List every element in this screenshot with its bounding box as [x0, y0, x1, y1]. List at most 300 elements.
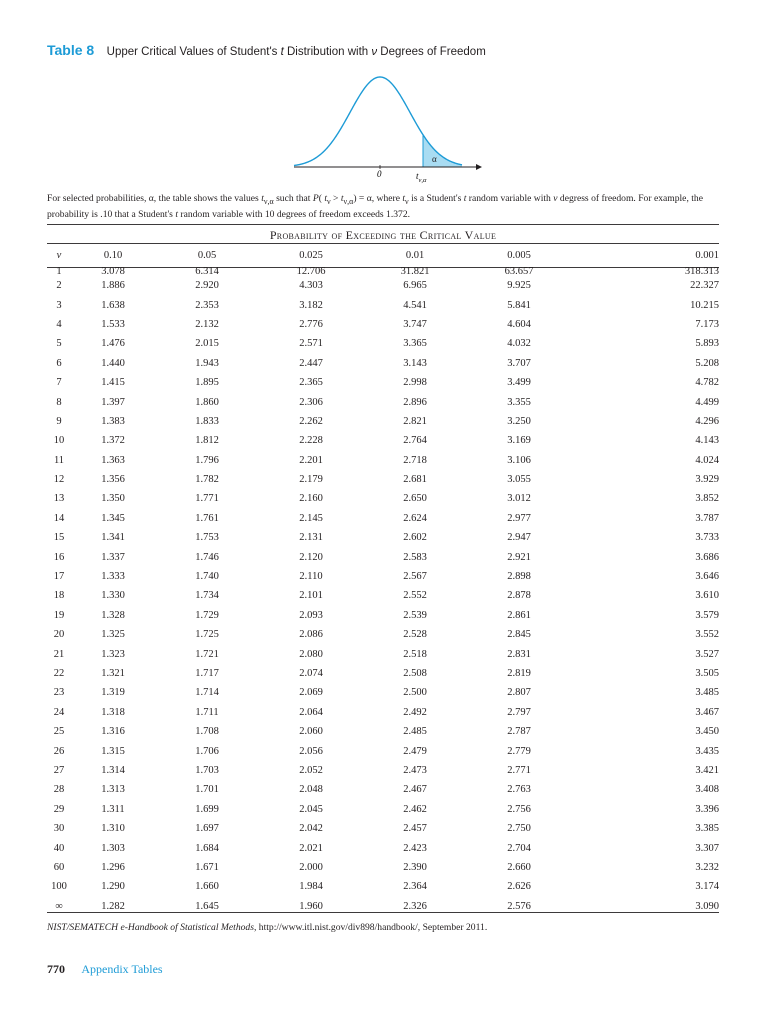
value-cell: 1.699	[195, 803, 219, 815]
table-row	[47, 819, 719, 838]
value-cell: 1.714	[195, 687, 219, 699]
column-header: 0.005	[507, 250, 531, 261]
value-cell: 2.583	[403, 551, 427, 563]
value-cell: 1.323	[101, 648, 125, 660]
value-cell: 1.330	[101, 590, 125, 602]
table-row	[47, 509, 719, 528]
value-cell: 2.508	[403, 668, 427, 679]
value-cell: 2.492	[403, 706, 427, 718]
value-cell: 2.042	[299, 823, 323, 835]
value-cell: 1.363	[101, 454, 125, 466]
intro-t-1: t	[261, 193, 264, 204]
value-cell: 2.086	[299, 629, 323, 641]
intro-t-4: t	[402, 193, 406, 204]
value-cell: 2.779	[507, 745, 531, 757]
value-cell: 1.706	[195, 745, 219, 757]
value-cell: 1.397	[101, 396, 125, 408]
value-cell: 1.671	[195, 861, 219, 873]
df-cell: 11	[53, 454, 65, 466]
value-cell: 1.440	[101, 357, 125, 369]
value-cell: 2.626	[507, 881, 531, 893]
value-cell: 9.925	[507, 280, 531, 292]
df-cell: 9	[56, 415, 62, 427]
table-row	[47, 683, 719, 702]
df-cell: 18	[53, 590, 65, 602]
value-cell: 2.120	[299, 551, 323, 563]
df-cell: 2	[56, 280, 62, 292]
value-cell: 1.311	[101, 803, 125, 815]
intro-text-8: degress of freedom. For example, the probability is .10 that a Student's	[47, 193, 703, 220]
value-cell: 2.845	[507, 629, 531, 641]
table-row	[47, 644, 719, 663]
table-row	[47, 625, 719, 644]
intro-text-7: random variable with	[466, 193, 554, 204]
table-row	[47, 267, 719, 276]
table-row	[47, 470, 719, 489]
value-cell: 2.064	[299, 706, 323, 718]
value-cell: 2.650	[403, 493, 427, 505]
value-cell: 2.861	[507, 609, 531, 621]
value-cell: 1.721	[195, 648, 219, 660]
table-row	[47, 780, 719, 799]
intro-text-4: >	[330, 193, 341, 204]
value-cell: 2.473	[403, 764, 427, 776]
value-cell: 4.296	[695, 415, 719, 427]
critical-value-symbol: t	[416, 171, 419, 181]
value-cell: 2.390	[403, 861, 427, 873]
value-cell: 3.552	[695, 629, 719, 641]
df-cell: 17	[53, 571, 65, 583]
value-cell: 2.921	[507, 551, 531, 563]
value-cell: 2.552	[403, 590, 427, 602]
value-cell: 1.345	[101, 512, 125, 524]
table-row	[47, 431, 719, 450]
df-cell: 6	[56, 357, 62, 369]
table-row	[47, 606, 719, 625]
value-cell: 1.697	[195, 823, 219, 835]
value-cell: 2.624	[403, 512, 427, 524]
value-cell: 2.069	[299, 687, 323, 699]
value-cell: 3.143	[403, 357, 427, 369]
tail-area-shade	[423, 135, 462, 167]
value-cell: 2.462	[403, 803, 427, 815]
table-row	[47, 741, 719, 760]
value-cell: 1.316	[101, 726, 125, 738]
table-row	[47, 838, 719, 857]
df-cell: 27	[53, 764, 65, 776]
intro-t-6: t	[175, 208, 178, 220]
df-cell: 23	[53, 687, 65, 699]
value-cell: 1.318	[101, 706, 125, 718]
value-cell: 2.306	[299, 396, 323, 408]
value-cell: 1.886	[101, 280, 125, 292]
value-cell: 10.215	[690, 299, 719, 311]
value-cell: 3.686	[695, 551, 719, 563]
df-cell: ∞	[55, 900, 63, 912]
table-row	[47, 858, 719, 877]
intro-t-5: t	[463, 193, 467, 204]
value-cell: 3.307	[695, 842, 719, 854]
value-cell: 2.797	[507, 706, 531, 718]
x-axis-arrowhead	[476, 164, 482, 170]
value-cell: 2.602	[403, 532, 427, 544]
value-cell: 1.372	[101, 435, 125, 447]
value-cell: 3.527	[695, 648, 719, 660]
value-cell: 1.833	[195, 415, 219, 427]
value-cell: 1.333	[101, 571, 125, 583]
value-cell: 1.314	[101, 764, 125, 776]
value-cell: 2.660	[507, 861, 531, 873]
value-cell: 3.408	[695, 784, 719, 796]
df-cell: 29	[53, 803, 65, 815]
value-cell: 2.479	[403, 745, 427, 757]
value-cell: 2.567	[403, 571, 427, 583]
alpha-label: α	[432, 154, 437, 164]
value-cell: 2.771	[507, 764, 531, 776]
intro-text-9: random variable with 10 degrees of freedom exceeds 1.372.	[177, 208, 411, 220]
value-cell: 1.319	[101, 687, 125, 699]
title-text-3: Degrees of Freedom	[377, 46, 486, 58]
value-cell: 3.078	[101, 266, 125, 277]
value-cell: 2.228	[299, 435, 323, 447]
page-footer	[47, 962, 163, 977]
intro-sub-1: ν,α	[263, 196, 274, 206]
value-cell: 2.787	[507, 726, 531, 738]
value-cell: 2.467	[403, 784, 427, 796]
value-cell: 2.423	[403, 842, 427, 854]
critical-value-label	[416, 171, 427, 184]
value-cell: 2.756	[507, 803, 531, 815]
table-row	[47, 489, 719, 508]
value-cell: 1.645	[195, 900, 219, 912]
table-top-rule	[47, 224, 719, 225]
value-cell: 1.761	[195, 512, 219, 524]
table-row	[47, 451, 719, 470]
df-cell: 22	[53, 668, 65, 679]
table-row	[47, 315, 719, 334]
value-cell: 1.771	[195, 493, 219, 505]
table-row	[47, 392, 719, 411]
column-header: 0.10	[103, 250, 123, 261]
table-row	[47, 722, 719, 741]
value-cell: 2.021	[299, 842, 323, 854]
value-cell: 2.977	[507, 512, 531, 524]
t-distribution-figure	[290, 72, 490, 190]
value-cell: 2.365	[299, 377, 323, 389]
value-cell: 3.505	[695, 668, 719, 679]
value-cell: 2.750	[507, 823, 531, 835]
value-cell: 2.132	[195, 318, 219, 330]
intro-text-1: For selected probabilities, α, the table shows the values	[47, 193, 262, 204]
value-cell: 3.467	[695, 706, 719, 718]
value-cell: 2.764	[403, 435, 427, 447]
table-row	[47, 567, 719, 586]
value-cell: 1.717	[195, 668, 219, 679]
value-cell: 2.500	[403, 687, 427, 699]
value-cell: 1.315	[101, 745, 125, 757]
value-cell: 4.303	[299, 280, 323, 292]
value-cell: 5.893	[695, 338, 719, 350]
value-cell: 2.093	[299, 609, 323, 621]
value-cell: 2.110	[299, 571, 323, 583]
intro-t-2: t	[324, 193, 327, 204]
value-cell: 3.250	[507, 415, 531, 427]
value-cell: 2.718	[403, 454, 427, 466]
df-cell: 12	[53, 474, 65, 486]
value-cell: 1.753	[195, 532, 219, 544]
value-cell: 3.174	[695, 881, 719, 893]
table-description	[107, 46, 486, 58]
df-cell: 16	[53, 551, 65, 563]
intro-text-3: (	[318, 193, 325, 204]
value-cell: 1.684	[195, 842, 219, 854]
intro-sub-2: ν	[326, 196, 331, 206]
value-cell: 2.898	[507, 571, 531, 583]
value-cell: 1.960	[299, 900, 323, 912]
value-cell: 1.321	[101, 668, 125, 679]
value-cell: 3.485	[695, 687, 719, 699]
value-cell: 2.821	[403, 415, 427, 427]
value-cell: 1.725	[195, 629, 219, 641]
df-cell: 15	[53, 532, 65, 544]
df-cell: 19	[53, 609, 65, 621]
page-number: 770	[47, 962, 65, 976]
value-cell: 318.313	[684, 266, 719, 277]
column-header: 0.05	[197, 250, 217, 261]
value-cell: 3.355	[507, 396, 531, 408]
value-cell: 1.328	[101, 609, 125, 621]
value-cell: 3.365	[403, 338, 427, 350]
source-title: NIST/SEMATECH e-Handbook of Statistical Methods	[47, 922, 254, 933]
table-row	[47, 586, 719, 605]
df-cell: 28	[53, 784, 65, 796]
value-cell: 2.807	[507, 687, 531, 699]
value-cell: 2.080	[299, 648, 323, 660]
df-cell: 40	[53, 842, 65, 854]
value-cell: 3.747	[403, 318, 427, 330]
value-cell: 3.707	[507, 357, 531, 369]
value-cell: 2.776	[299, 318, 323, 330]
table-row	[47, 276, 719, 295]
df-cell: 30	[53, 823, 65, 835]
value-cell: 31.821	[400, 266, 430, 277]
df-cell: 8	[56, 396, 62, 408]
table-row	[47, 354, 719, 373]
value-cell: 5.841	[507, 299, 531, 311]
title-nu: ν	[371, 46, 378, 58]
table-row	[47, 547, 719, 566]
column-spanner-heading: Probability of Exceeding the Critical Value	[269, 228, 497, 242]
df-cell: 25	[53, 726, 65, 738]
value-cell: 1.701	[195, 784, 219, 796]
density-curve	[294, 77, 462, 166]
spanner-rule	[47, 243, 719, 244]
table-header	[47, 250, 719, 267]
table-row	[47, 800, 719, 819]
table-row	[47, 528, 719, 547]
value-cell: 2.704	[507, 842, 531, 854]
intro-t-3: t	[340, 193, 344, 204]
value-cell: 1.415	[101, 377, 125, 389]
df-cell: 5	[56, 338, 62, 350]
page-title	[47, 42, 486, 60]
value-cell: 1.476	[101, 338, 125, 350]
value-cell: 2.528	[403, 629, 427, 641]
value-cell: 1.533	[101, 318, 125, 330]
value-cell: 2.539	[403, 609, 427, 621]
value-cell: 3.055	[507, 474, 531, 486]
value-cell: 1.313	[101, 784, 125, 796]
value-cell: 1.895	[195, 377, 219, 389]
value-cell: 2.045	[299, 803, 323, 815]
value-cell: 3.106	[507, 454, 531, 466]
value-cell: 1.296	[101, 861, 125, 873]
value-cell: 2.819	[507, 668, 531, 679]
value-cell: 1.740	[195, 571, 219, 583]
table-bottom-rule	[47, 912, 719, 913]
intro-text-2: such that	[273, 193, 313, 204]
value-cell: 1.782	[195, 474, 219, 486]
df-cell: 100	[51, 881, 67, 893]
value-cell: 1.356	[101, 474, 125, 486]
value-cell: 1.303	[101, 842, 125, 854]
table-row	[47, 664, 719, 683]
value-cell: 3.929	[695, 474, 719, 486]
table-row	[47, 334, 719, 353]
df-cell: 4	[56, 318, 62, 330]
value-cell: 2.457	[403, 823, 427, 835]
value-cell: 2.201	[299, 454, 323, 466]
value-cell: 1.703	[195, 764, 219, 776]
intro-text-6: is a Student's	[408, 193, 464, 204]
value-cell: 2.326	[403, 900, 427, 912]
value-cell: 2.015	[195, 338, 219, 350]
value-cell: 4.782	[695, 377, 719, 389]
value-cell: 2.179	[299, 474, 323, 486]
value-cell: 3.012	[507, 493, 531, 505]
value-cell: 2.101	[299, 590, 323, 602]
title-t: t	[280, 46, 284, 58]
value-cell: 1.337	[101, 551, 125, 563]
value-cell: 2.353	[195, 299, 219, 311]
title-text-1: Upper Critical Values of Student's	[106, 46, 281, 58]
value-cell: 2.056	[299, 745, 323, 757]
value-cell: 2.262	[299, 415, 323, 427]
table-row	[47, 761, 719, 780]
value-cell: 2.896	[403, 396, 427, 408]
value-cell: 5.208	[695, 357, 719, 369]
value-cell: 4.541	[403, 299, 427, 311]
value-cell: 6.314	[195, 266, 219, 277]
df-cell: 3	[56, 299, 62, 311]
df-cell: 10	[53, 435, 65, 447]
column-header: 0.01	[405, 250, 425, 261]
value-cell: 3.610	[695, 590, 719, 602]
value-cell: 3.499	[507, 377, 531, 389]
value-cell: 2.518	[403, 648, 427, 660]
value-cell: 2.485	[403, 726, 427, 738]
value-cell: 2.074	[299, 668, 323, 679]
value-cell: 1.638	[101, 299, 125, 311]
value-cell: 1.734	[195, 590, 219, 602]
value-cell: 3.421	[695, 764, 719, 776]
value-cell: 2.681	[403, 474, 427, 486]
value-cell: 63.657	[504, 266, 534, 277]
value-cell: 12.706	[296, 266, 326, 277]
value-cell: 2.920	[195, 280, 219, 292]
value-cell: 2.947	[507, 532, 531, 544]
value-cell: 1.796	[195, 454, 219, 466]
table-body	[47, 267, 719, 916]
value-cell: 1.812	[195, 435, 219, 447]
value-cell: 3.435	[695, 745, 719, 757]
value-cell: 2.048	[299, 784, 323, 796]
df-cell: 7	[56, 377, 62, 389]
table-row	[47, 877, 719, 896]
value-cell: 2.831	[507, 648, 531, 660]
column-header: 0.001	[695, 250, 719, 261]
value-cell: 3.733	[695, 532, 719, 544]
value-cell: 1.350	[101, 493, 125, 505]
zero-label: 0	[377, 169, 382, 179]
value-cell: 1.383	[101, 415, 125, 427]
intro-sub-4: ν	[405, 196, 409, 206]
degrees-of-freedom-header: ν	[56, 250, 62, 261]
value-cell: 1.290	[101, 881, 125, 893]
value-cell: 7.173	[695, 318, 719, 330]
value-cell: 2.000	[299, 861, 323, 873]
value-cell: 1.729	[195, 609, 219, 621]
value-cell: 4.032	[507, 338, 531, 350]
value-cell: 1.711	[195, 706, 219, 718]
source-note	[47, 922, 487, 933]
value-cell: 2.160	[299, 493, 323, 505]
value-cell: 4.143	[695, 435, 719, 447]
value-cell: 1.746	[195, 551, 219, 563]
intro-paragraph	[47, 192, 727, 221]
value-cell: 2.364	[403, 881, 427, 893]
intro-sub-3: ν,α	[343, 196, 354, 206]
value-cell: 2.145	[299, 512, 323, 524]
value-cell: 3.579	[695, 609, 719, 621]
value-cell: 4.604	[507, 318, 531, 330]
value-cell: 3.852	[695, 493, 719, 505]
value-cell: 1.282	[101, 900, 125, 912]
value-cell: 3.396	[695, 803, 719, 815]
value-cell: 2.571	[299, 338, 323, 350]
df-cell: 21	[53, 648, 65, 660]
value-cell: 3.182	[299, 299, 323, 311]
source-details: , http://www.itl.nist.gov/div898/handbook/, September 2011.	[253, 922, 488, 933]
value-cell: 2.576	[507, 900, 531, 912]
value-cell: 4.024	[695, 454, 719, 466]
value-cell: 2.060	[299, 726, 323, 738]
value-cell: 2.131	[299, 532, 323, 544]
value-cell: 2.052	[299, 764, 323, 776]
df-cell: 24	[53, 706, 65, 718]
table-row	[47, 703, 719, 722]
table-row	[47, 295, 719, 314]
value-cell: 2.998	[403, 377, 427, 389]
value-cell: 1.984	[299, 881, 323, 893]
value-cell: 2.447	[299, 357, 323, 369]
value-cell: 3.169	[507, 435, 531, 447]
value-cell: 2.763	[507, 784, 531, 796]
value-cell: 3.787	[695, 512, 719, 524]
critical-values-table	[47, 250, 719, 916]
df-cell: 20	[53, 629, 65, 641]
value-cell: 1.325	[101, 629, 125, 641]
